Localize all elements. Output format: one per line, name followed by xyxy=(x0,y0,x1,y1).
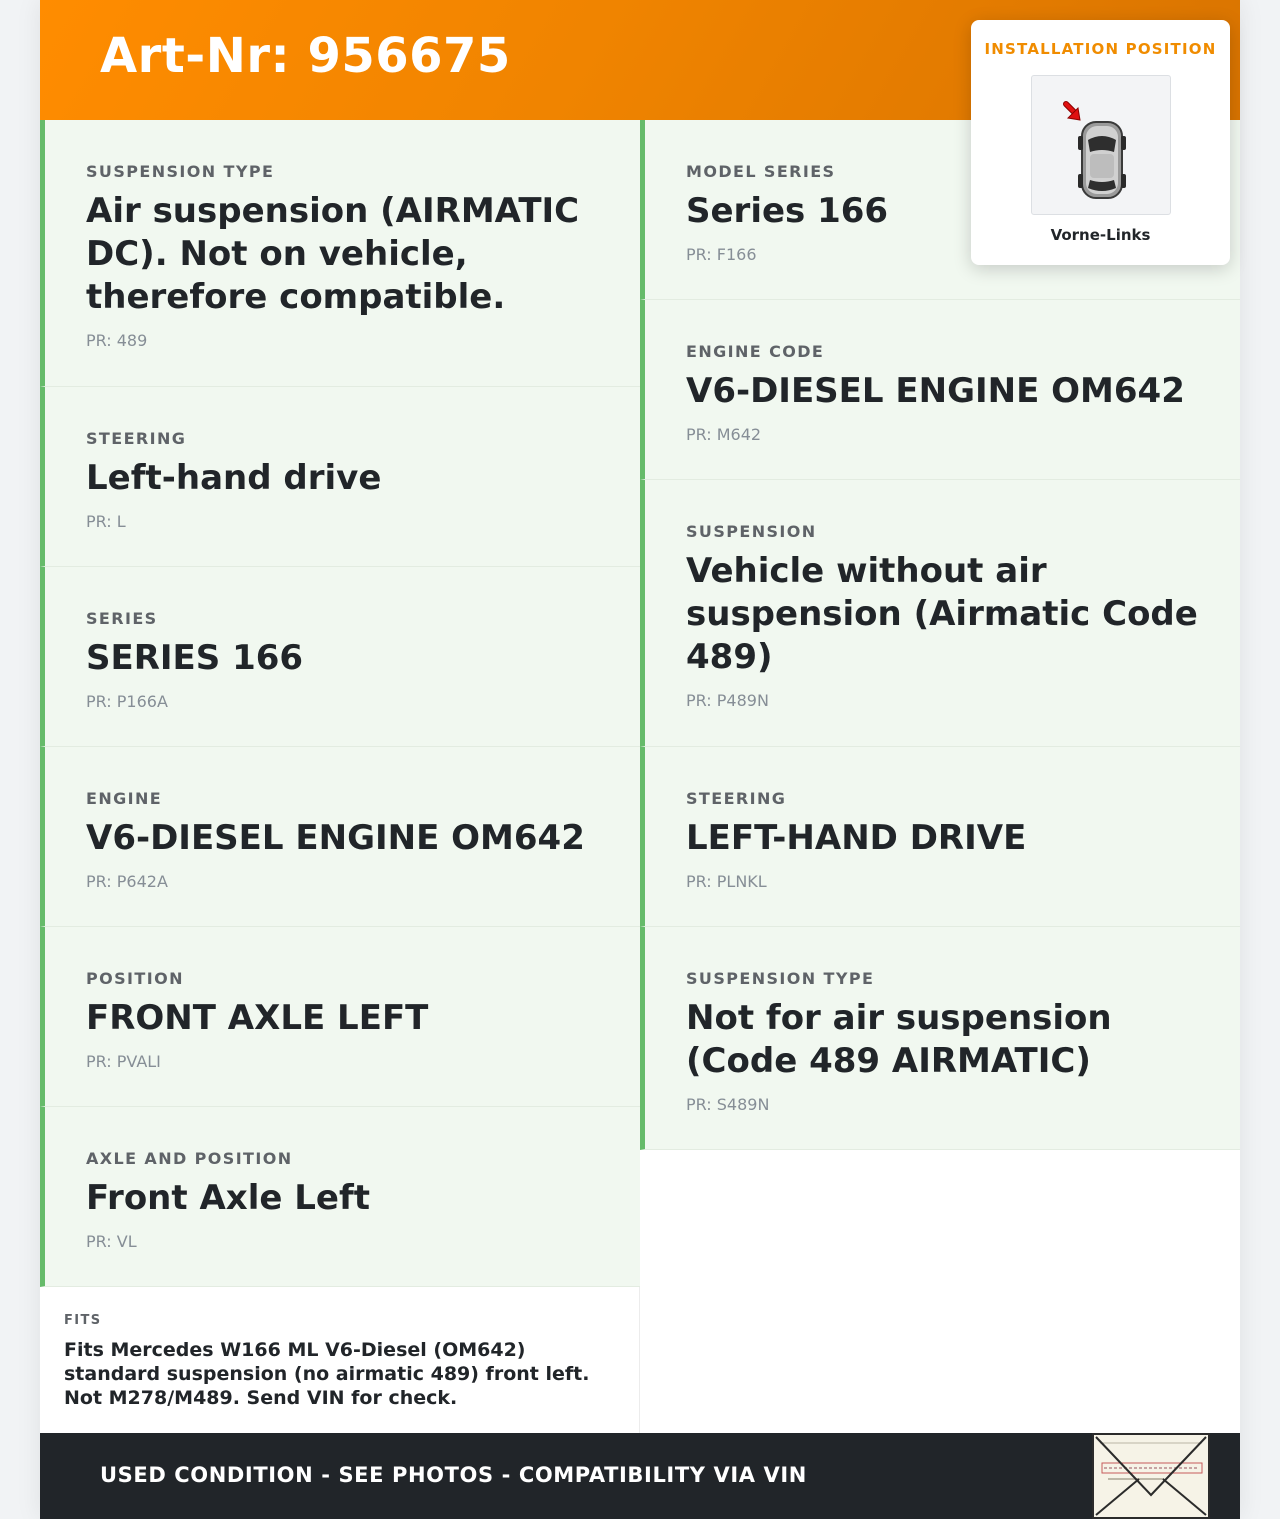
card-pr-code: PR: M642 xyxy=(686,425,762,444)
card-label: SUSPENSION TYPE xyxy=(686,969,875,988)
card-pr-code: PR: F166 xyxy=(686,245,757,264)
card-pr-code: PR: PVALI xyxy=(86,1052,161,1071)
attribute-card xyxy=(40,747,640,927)
card-value: Air suspension (AIRMATIC DC). Not on vehicle, therefore compatible. xyxy=(86,191,580,317)
card-value: Front Axle Left xyxy=(86,1178,371,1218)
card-label: SUSPENSION xyxy=(686,522,817,541)
card-pr-code: PR: P489N xyxy=(686,691,769,710)
card-label: SUSPENSION TYPE xyxy=(86,162,275,181)
envelope-graphic xyxy=(1094,1435,1208,1517)
card-pr-code: PR: P642A xyxy=(86,872,168,891)
card-label: MODEL SERIES xyxy=(686,162,836,181)
footer-text: USED CONDITION - SEE PHOTOS - COMPATIBILITY VIA VIN xyxy=(100,1463,807,1487)
attribute-card xyxy=(40,1107,640,1287)
card-value: V6-DIESEL ENGINE OM642 xyxy=(86,818,585,858)
card-value: SERIES 166 xyxy=(86,638,304,678)
card-label: POSITION xyxy=(86,969,184,988)
card-label: ENGINE xyxy=(86,789,163,808)
card-label: STEERING xyxy=(686,789,787,808)
card-value: V6-DIESEL ENGINE OM642 xyxy=(686,371,1185,411)
card-value: FRONT AXLE LEFT xyxy=(86,998,429,1038)
card-pr-code: PR: L xyxy=(86,512,126,531)
attribute-card xyxy=(640,300,1240,480)
card-value: Left-hand drive xyxy=(86,458,382,498)
card-pr-code: PR: 489 xyxy=(86,331,148,350)
card-pr-code: PR: VL xyxy=(86,1232,137,1251)
registration-document-envelope-icon xyxy=(1092,1433,1210,1519)
card-pr-code: PR: S489N xyxy=(686,1095,770,1114)
fits-section xyxy=(40,1287,640,1433)
attribute-card xyxy=(40,927,640,1107)
card-label: AXLE AND POSITION xyxy=(86,1149,293,1168)
attribute-card xyxy=(640,480,1240,747)
card-value: LEFT-HAND DRIVE xyxy=(686,818,1027,858)
installation-position-card xyxy=(971,20,1230,265)
card-label: ENGINE CODE xyxy=(686,342,825,361)
fits-text: Fits Mercedes W166 ML V6-Diesel (OM642) standard suspension (no airmatic 489) front left. Not M278/M489. Send VIN for check. xyxy=(64,1339,590,1409)
attribute-card xyxy=(640,927,1240,1150)
card-value: Vehicle without air suspension (Airmatic Code 489) xyxy=(686,551,1198,677)
car-top-view-icon xyxy=(1031,75,1171,215)
car-diagram xyxy=(1032,76,1170,214)
card-value: Not for air suspension (Code 489 AIRMATIC) xyxy=(686,998,1112,1081)
card-pr-code: PR: P166A xyxy=(86,692,168,711)
article-number-title: Art-Nr: 956675 xyxy=(100,28,511,84)
product-sheet xyxy=(40,0,1240,1519)
card-label: SERIES xyxy=(86,609,158,628)
card-pr-code: PR: PLNKL xyxy=(686,872,767,891)
attribute-card xyxy=(40,387,640,567)
card-label: STEERING xyxy=(86,429,187,448)
installation-position-caption: Vorne-Links xyxy=(1050,226,1151,244)
attribute-card xyxy=(40,120,640,387)
fits-label: FITS xyxy=(64,1313,102,1328)
attribute-card xyxy=(40,567,640,747)
installation-position-title: INSTALLATION POSITION xyxy=(984,40,1217,58)
red-arrow-front-left-icon xyxy=(1066,104,1080,120)
card-value: Series 166 xyxy=(686,191,889,231)
footer-bar xyxy=(40,1433,1240,1519)
attribute-card xyxy=(640,747,1240,927)
